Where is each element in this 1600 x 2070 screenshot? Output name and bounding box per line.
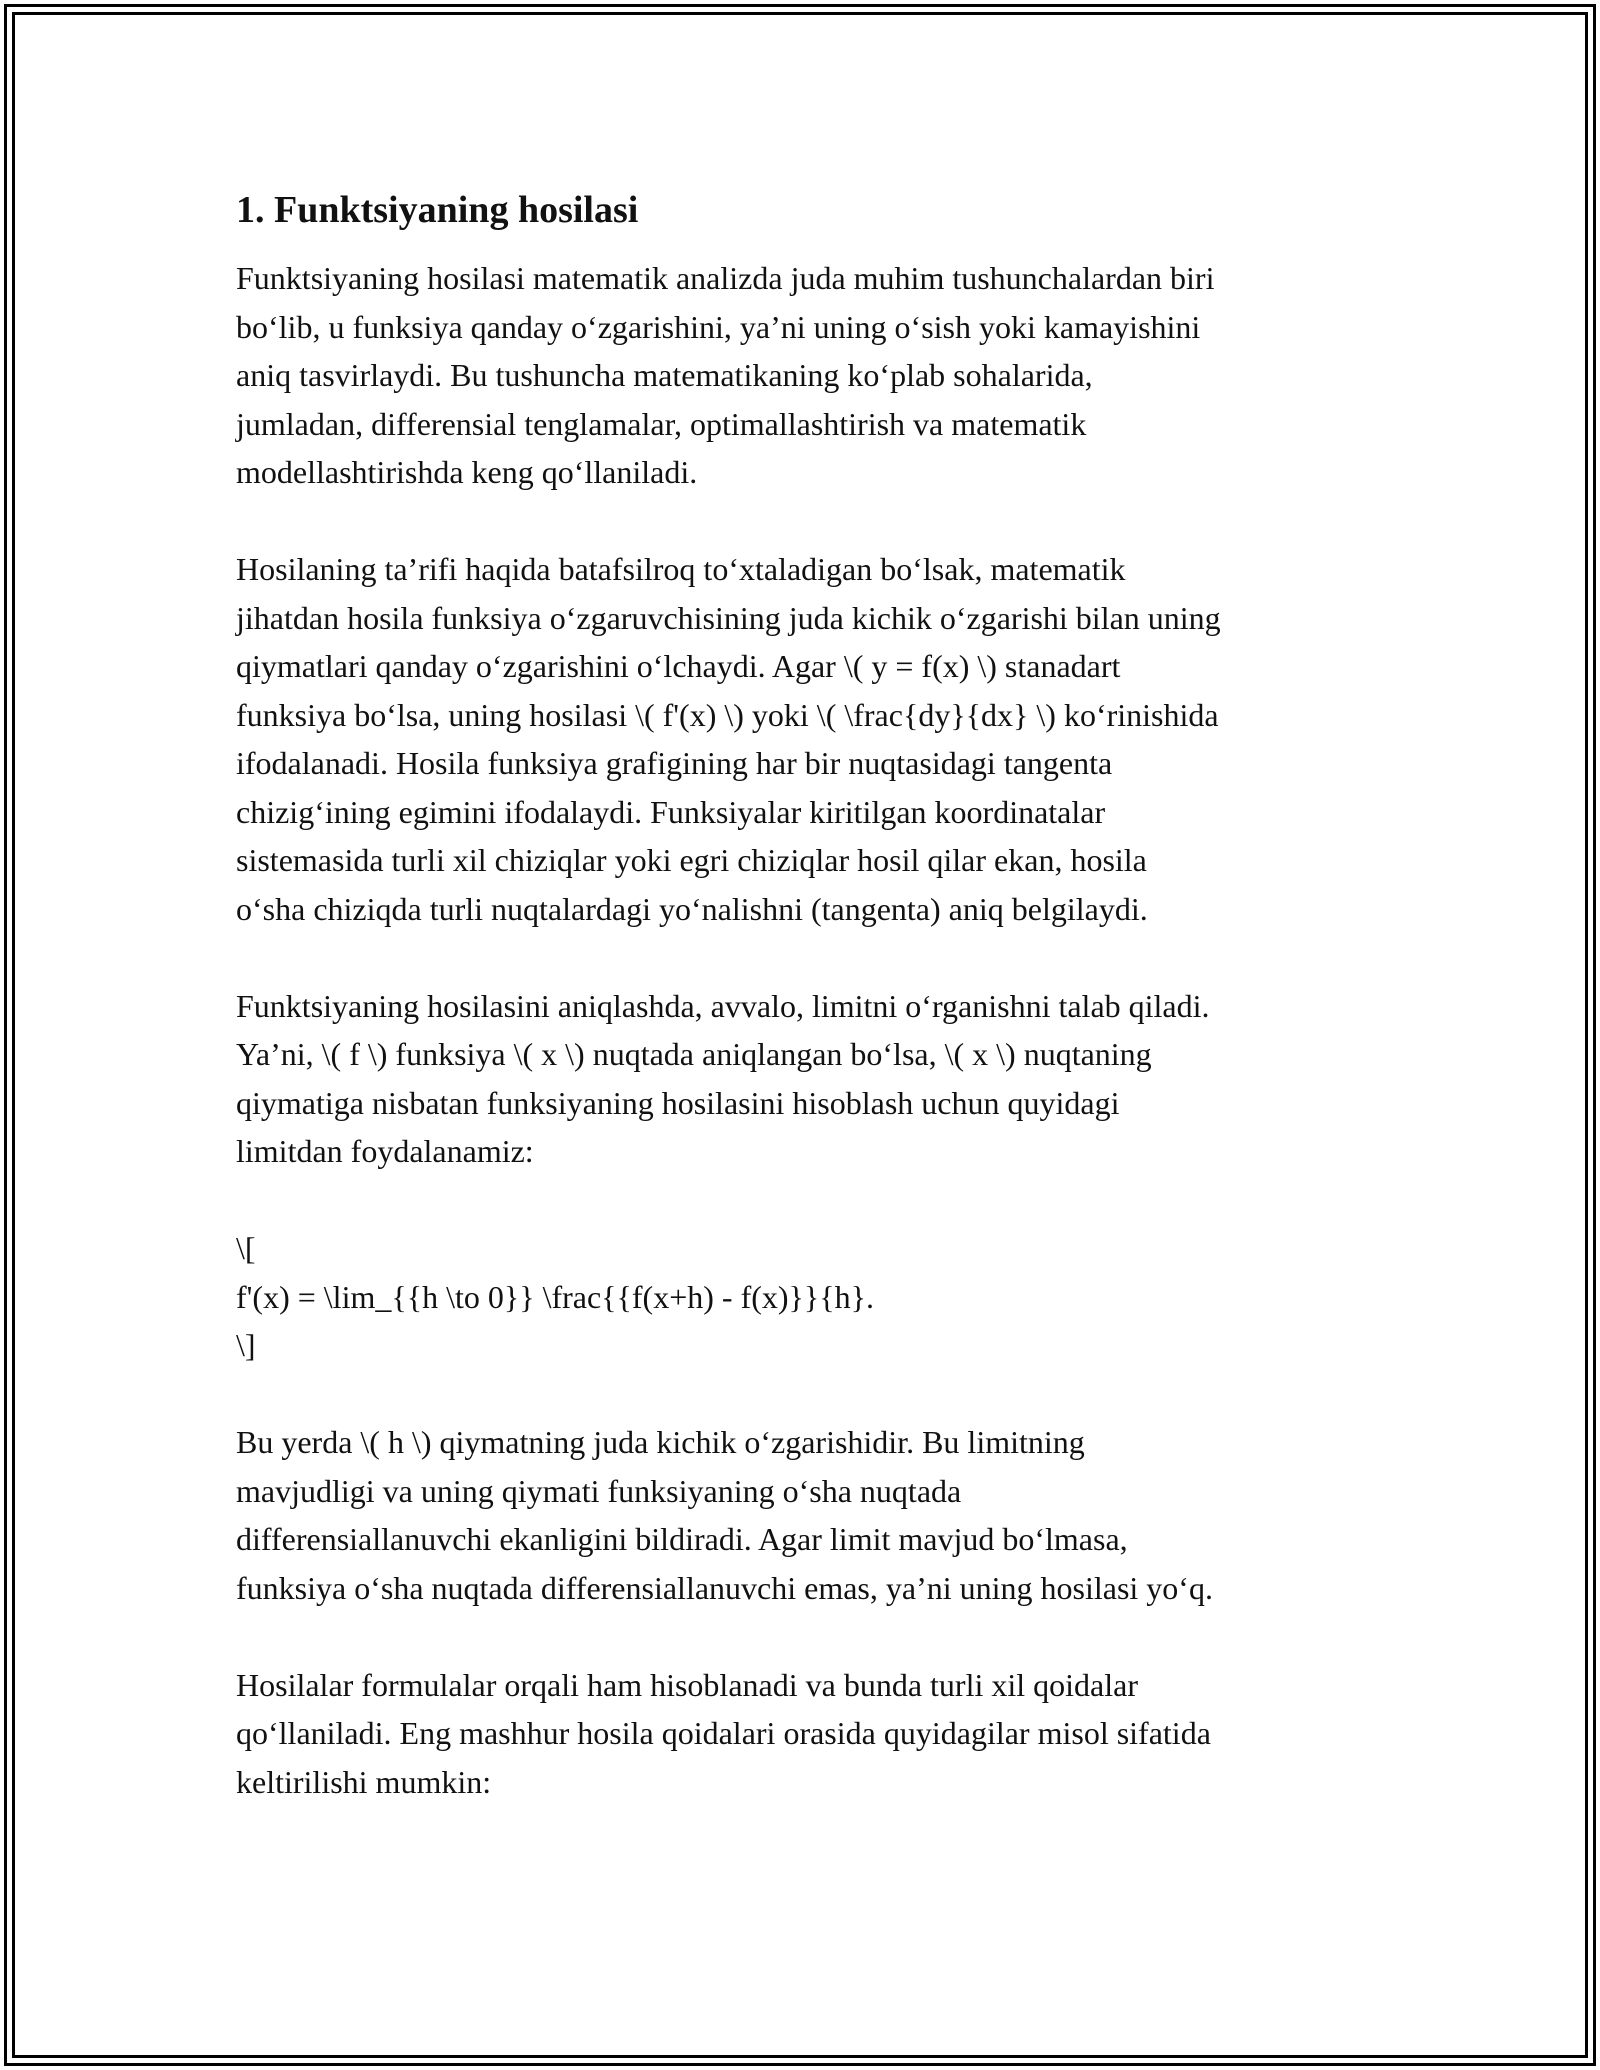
- formula-open: \[: [236, 1230, 256, 1266]
- paragraph-differentiability: Bu yerda \( h \) qiymatning juda kichik o‘zgarishidir. Bu limitning mavjudligi va uning qiymati funksiyaning o‘sha nuqtada differensiallanuvchi ekanligini bildiradi. Agar limit mavjud bo‘lmasa, funksiya o‘sha nuqtada differensiallanuvchi emas, ya’ni uning hosilasi yo‘q.: [236, 1424, 1213, 1606]
- document-body: [236, 186, 1376, 1855]
- formula-close: \]: [236, 1327, 256, 1363]
- section-heading: 1. Funktsiyaning hosilasi: [236, 189, 639, 231]
- formula-block: [236, 1224, 1376, 1370]
- paragraph-limit: Funktsiyaning hosilasini aniqlashda, avvalo, limitni o‘rganishni talab qiladi. Ya’ni, \( f \) funksiya \( x \) nuqtada aniqlangan bo‘lsa, \( x \) nuqtaning qiymatiga nisbatan funksiyaning hosilasini hisoblash uchun quyidagi limitdan foydalanamiz:: [236, 987, 1210, 1169]
- formula-body: f'(x) = \lim_{{h \to 0}} \frac{{f(x+h) - f(x)}}{h}.: [236, 1278, 874, 1315]
- paragraph-definition: Hosilaning ta’rifi haqida batafsilroq to‘xtaladigan bo‘lsak, matematik jihatdan hosila funksiya o‘zgaruvchisining juda kichik o‘zgarishi bilan uning qiymatlari qanday o‘zgarishini o‘lchaydi. Agar \( y = f(x) \) stanadart funksiya bo‘lsa, uning hosilasi \( f'(x) \) yoki \( \frac{dy}{dx} \) ko‘rinishida ifodalanadi. Hosila funksiya grafigining har bir nuqtasidagi tangenta chizig‘ining egimini ifodalaydi. Funksiyalar kiritilgan koordinatalar sistemasida turli xil chiziqlar yoki egri chiziqlar hosil qilar ekan, hosila o‘sha chiziqda turli nuqtalardagi yo‘nalishni (tangenta) aniq belgilaydi.: [236, 551, 1221, 927]
- paragraph-rules: Hosilalar formulalar orqali ham hisoblanadi va bunda turli xil qoidalar qo‘llaniladi. Eng mashhur hosila qoidalari orasida quyidagilar misol sifatida keltirilishi mumkin:: [236, 1666, 1211, 1800]
- paragraph-intro: Funktsiyaning hosilasi matematik analizda juda muhim tushunchalardan biri bo‘lib, u funksiya qanday o‘zgarishini, ya’ni uning o‘sish yoki kamayishini aniq tasvirlaydi. Bu tushuncha matematikaning ko‘plab sohalarida, jumladan, differensial tenglamalar, optimallashtirish va matematik modellashtirishda keng qo‘llaniladi.: [236, 260, 1215, 490]
